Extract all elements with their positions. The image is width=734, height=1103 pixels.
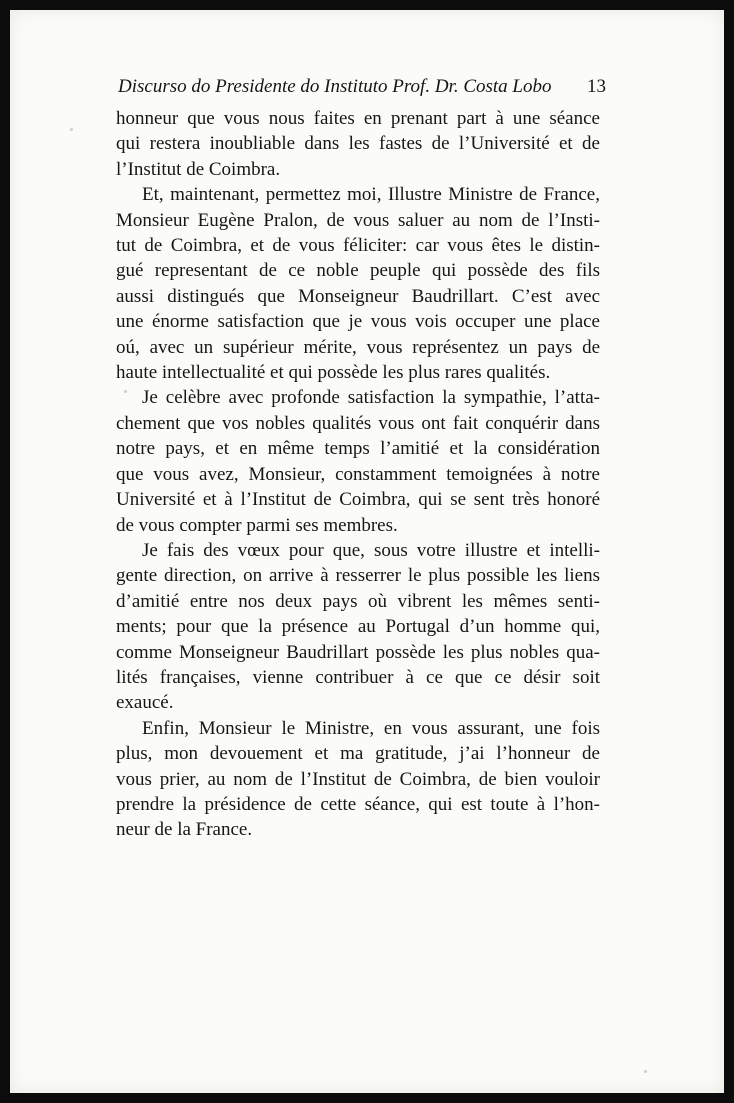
text-line: ments; pour que la présence au Portugal d’un homme qui,	[116, 616, 600, 638]
text-line: oú, avec un supérieur mérite, vous représentez un pays de	[116, 336, 600, 358]
text-line: Je fais des vœux pour que, sous votre illustre et intelli-	[142, 539, 600, 561]
text-line: gente direction, on arrive à resserrer le plus possible les liens	[116, 565, 600, 587]
text-line: l’Institut de Coimbra.	[116, 158, 281, 180]
paragraph-4	[116, 538, 600, 716]
text-line: vous prier, au nom de l’Institut de Coimbra, de bien vouloir	[116, 768, 600, 790]
paragraph-1	[116, 106, 600, 182]
text-line: chement que vos nobles qualités vous ont fait conquérir dans	[116, 412, 600, 434]
text-line: prendre la présidence de cette séance, qui est toute à l’hon-	[116, 793, 600, 815]
text-line: Et, maintenant, permettez moi, Illustre Ministre de France,	[142, 184, 600, 206]
text-line: Je celèbre avec profonde satisfaction la sympathie, l’atta-	[142, 387, 600, 409]
text-line: qui restera inoubliable dans les fastes de l’Université et de	[116, 133, 600, 155]
text-line: lités françaises, vienne contribuer à ce que ce désir soit	[116, 666, 600, 688]
scan-speck	[70, 128, 73, 131]
scan-speck	[124, 390, 127, 393]
text-line: notre pays, et en même temps l’amitié et la considération	[116, 438, 600, 460]
text-line: gué representant de ce noble peuple qui possède des fils	[116, 260, 600, 282]
text-line: comme Monseigneur Baudrillart possède les plus nobles qua-	[116, 641, 600, 663]
running-title: Discurso do Presidente do Instituto Prof. Dr. Costa Lobo	[118, 76, 552, 97]
text-line: Université et à l’Institut de Coimbra, qui se sent très honoré	[116, 489, 600, 511]
text-line: de vous compter parmi ses membres.	[116, 514, 398, 536]
document-page	[10, 10, 724, 1093]
page-number: 13	[587, 76, 606, 97]
text-line: exaucé.	[116, 692, 174, 714]
text-line: aussi distingués que Monseigneur Baudrillart. C’est avec	[116, 285, 600, 307]
text-line: tut de Coimbra, et de vous féliciter: car vous êtes le distin-	[116, 235, 600, 257]
paragraph-5	[116, 716, 600, 843]
text-line: une énorme satisfaction que je vous vois occuper une place	[116, 311, 600, 333]
text-line: que vous avez, Monsieur, constamment temoignées à notre	[116, 463, 600, 485]
text-line: Monsieur Eugène Pralon, de vous saluer au nom de l’Insti-	[116, 209, 600, 231]
running-head	[118, 73, 606, 101]
paragraph-2	[116, 182, 600, 385]
text-line: honneur que vous nous faites en prenant part à une séance	[116, 108, 600, 129]
text-line: d’amitié entre nos deux pays où vibrent les mêmes senti-	[116, 590, 600, 612]
text-line: Enfin, Monsieur le Ministre, en vous assurant, une fois	[142, 717, 600, 739]
text-line: plus, mon devouement et ma gratitude, j’ai l’honneur de	[116, 743, 600, 765]
paragraph-3	[116, 385, 600, 537]
scan-speck	[644, 1070, 647, 1073]
body-text	[116, 106, 600, 843]
text-line: neur de la France.	[116, 819, 253, 841]
text-line: haute intellectualité et qui possède les plus rares qualités.	[116, 362, 551, 384]
